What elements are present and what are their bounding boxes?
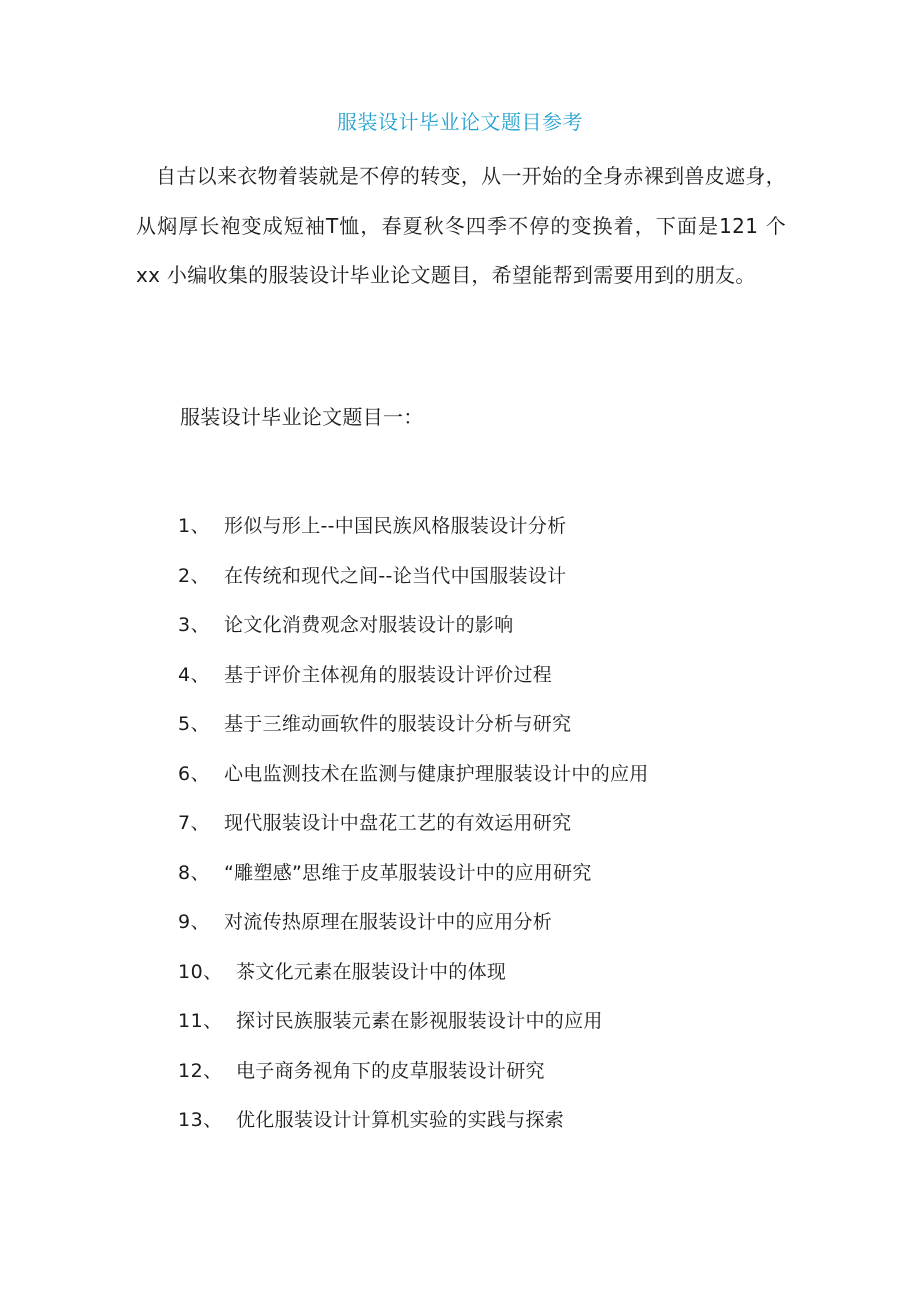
topic-item [178,797,798,847]
topic-number: 11、 [178,1010,223,1033]
topic-item [178,698,798,748]
topic-text: 现代服装设计中盘花工艺的有效运用研究 [224,812,572,835]
topic-text: 对流传热原理在服装设计中的应用分析 [224,911,553,934]
topic-item [178,550,798,600]
topic-text: 论文化消费观念对服装设计的影响 [224,614,514,637]
topic-item [178,847,798,897]
topic-item [178,649,798,699]
topic-number: 3、 [178,614,211,637]
topic-number: 7、 [178,812,211,835]
topic-text: 在传统和现代之间--论当代中国服装设计 [224,564,567,587]
topic-number: 8、 [178,861,211,884]
topic-item [178,1045,798,1095]
topic-number: 12、 [178,1059,223,1082]
topic-number: 9、 [178,911,211,934]
topic-item [178,946,798,996]
topic-item [178,748,798,798]
topic-text: 形似与形上--中国民族风格服装设计分析 [224,515,567,538]
topic-item [178,1094,798,1144]
topic-text: 优化服装设计计算机实验的实践与探索 [236,1109,565,1132]
intro-paragraph: 自古以来衣物着装就是不停的转变，从一开始的全身赤裸到兽皮遮身，从焖厚长袍变成短袖T恤，春夏秋冬四季不停的变换着，下面是121 个 xx 小编收集的服装设计毕业论文题目，希望能帮到需要用到的朋友。 [136,164,786,287]
topic-text: 电子商务视角下的皮草服装设计研究 [236,1059,545,1082]
topic-list [178,500,798,1144]
topic-number: 13、 [178,1109,223,1132]
topic-text: 基于三维动画软件的服装设计分析与研究 [224,713,572,736]
topic-text: “雕塑感”思维于皮革服装设计中的应用研究 [224,861,592,884]
topic-text: 基于评价主体视角的服装设计评价过程 [224,663,553,686]
topic-item [178,500,798,550]
section-heading: 服装设计毕业论文题目一： [180,405,424,429]
topic-number: 10、 [178,960,223,983]
topic-number: 6、 [178,762,211,785]
topic-number: 2、 [178,564,211,587]
topic-text: 茶文化元素在服装设计中的体现 [236,960,507,983]
topic-item [178,896,798,946]
topic-item [178,995,798,1045]
topic-number: 5、 [178,713,211,736]
topic-number: 1、 [178,515,211,538]
topic-item [178,599,798,649]
topic-number: 4、 [178,663,211,686]
document-title: 服装设计毕业论文题目参考 [337,110,583,134]
topic-text: 心电监测技术在监测与健康护理服装设计中的应用 [224,762,649,785]
topic-text: 探讨民族服装元素在影视服装设计中的应用 [236,1010,603,1033]
